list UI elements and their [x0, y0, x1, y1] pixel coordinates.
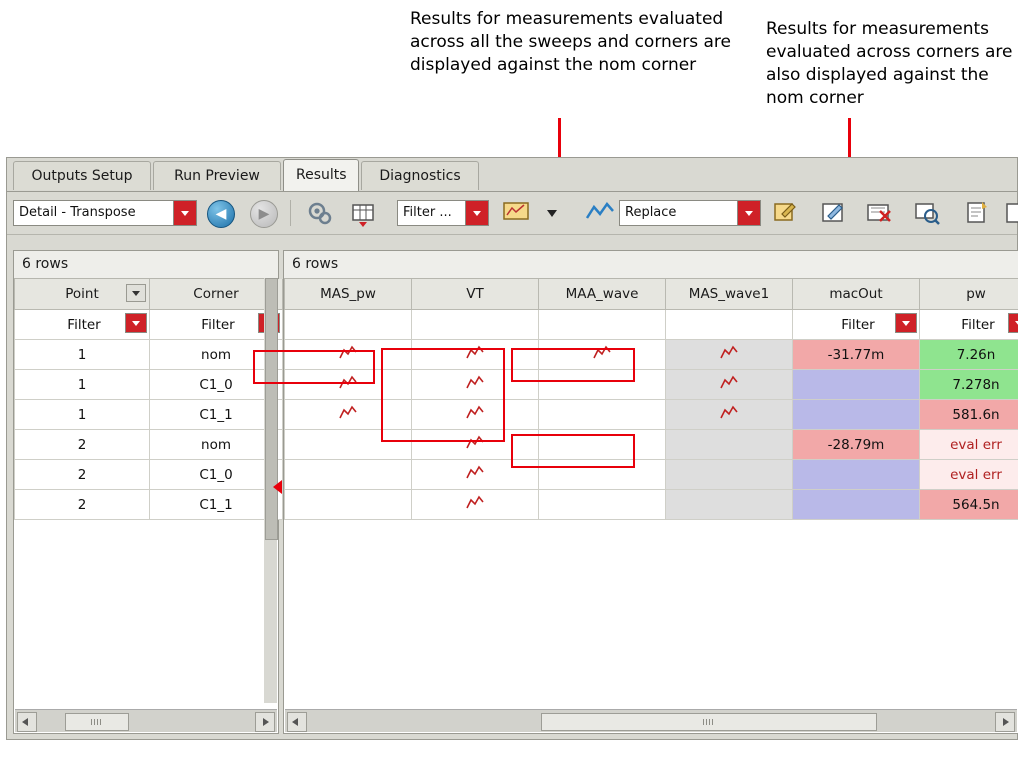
plot-window-icon[interactable]: [502, 200, 530, 228]
wave-icon[interactable]: [466, 375, 484, 390]
cell-point[interactable]: 2: [15, 490, 150, 520]
table-row[interactable]: [285, 400, 1018, 430]
cell-corner[interactable]: nom: [150, 430, 283, 460]
annotation-top-right: Results for measurements evaluated across corners are also displayed against the nom corner: [766, 19, 1013, 108]
plot-mode-combo[interactable]: [619, 200, 761, 226]
right-results-table: [284, 279, 1018, 520]
annotation-top-left: Results for measurements evaluated across all the sweeps and corners are displayed against the nom corner: [410, 9, 731, 75]
cell-corner[interactable]: C1_0: [150, 460, 283, 490]
table-row[interactable]: [285, 340, 1018, 370]
cell-mas-wave1[interactable]: [666, 370, 793, 400]
table-row[interactable]: [15, 490, 283, 520]
chevron-down-icon[interactable]: [125, 313, 147, 333]
wave-icon[interactable]: [339, 345, 357, 360]
chevron-down-icon[interactable]: [465, 201, 488, 225]
tab-results[interactable]: Results: [283, 159, 359, 191]
cell-pw[interactable]: eval err: [920, 460, 1018, 490]
table-row[interactable]: [285, 370, 1018, 400]
table-header-row: [285, 279, 1018, 310]
cell-mas-wave1[interactable]: [666, 400, 793, 430]
left-horizontal-scrollbar[interactable]: [15, 709, 277, 732]
tab-run-preview[interactable]: Run Preview: [153, 161, 281, 190]
table-row[interactable]: [15, 370, 283, 400]
cell-mas-pw[interactable]: [285, 400, 412, 430]
row-selection-marker: [273, 480, 282, 494]
cell-point[interactable]: 1: [15, 400, 150, 430]
plot-mode-value: Replace: [625, 205, 677, 220]
cell-vt[interactable]: [412, 340, 539, 370]
cell-pw[interactable]: 581.6n: [920, 400, 1018, 430]
view-mode-combo[interactable]: [13, 200, 197, 226]
tab-diagnostics[interactable]: Diagnostics: [361, 161, 479, 190]
table-row[interactable]: [285, 460, 1018, 490]
more-tools-icon[interactable]: [1005, 199, 1018, 227]
chevron-down-icon[interactable]: [737, 201, 760, 225]
wave-icon[interactable]: [720, 375, 738, 390]
wave-icon[interactable]: [720, 345, 738, 360]
toolbar: [7, 192, 1017, 235]
table-row[interactable]: [15, 340, 283, 370]
column-header-point[interactable]: Point: [15, 279, 150, 310]
tab-outputs-setup[interactable]: Outputs Setup: [13, 161, 151, 190]
wave-icon[interactable]: [720, 405, 738, 420]
wave-icon[interactable]: [593, 345, 611, 360]
column-header-pw[interactable]: pw: [920, 279, 1018, 310]
cell-mas-wave1[interactable]: [666, 460, 793, 490]
filter-cell-vt[interactable]: [412, 310, 539, 340]
cell-corner[interactable]: C1_1: [150, 490, 283, 520]
cell-mas-pw[interactable]: [285, 430, 412, 460]
forward-arrow-icon[interactable]: ▶: [250, 200, 278, 228]
back-arrow-icon[interactable]: ◀: [207, 200, 235, 228]
filter-cell-pw[interactable]: Filter: [920, 310, 1018, 340]
edit-icon[interactable]: [819, 199, 847, 227]
column-header-mas-wave1[interactable]: MAS_wave1: [666, 279, 793, 310]
cell-maa-wave[interactable]: [539, 370, 666, 400]
chevron-down-icon[interactable]: [126, 284, 146, 302]
filter-cell-mas-wave1[interactable]: [666, 310, 793, 340]
wave-icon[interactable]: [466, 345, 484, 360]
chevron-down-icon[interactable]: [547, 210, 557, 217]
cell-corner[interactable]: C1_1: [150, 400, 283, 430]
wave-icon[interactable]: [466, 465, 484, 480]
cell-macout[interactable]: -31.77m: [793, 340, 920, 370]
chevron-down-icon[interactable]: [1008, 313, 1018, 333]
wave-plot-icon[interactable]: [585, 200, 613, 228]
cell-point[interactable]: 1: [15, 370, 150, 400]
cell-macout[interactable]: -28.79m: [793, 430, 920, 460]
cell-pw[interactable]: 564.5n: [920, 490, 1018, 520]
view-mode-value: Detail - Transpose: [19, 205, 136, 220]
cell-macout[interactable]: [793, 490, 920, 520]
cell-macout[interactable]: [793, 370, 920, 400]
filter-row: [15, 310, 283, 340]
cell-mas-pw[interactable]: [285, 370, 412, 400]
cell-maa-wave[interactable]: [539, 340, 666, 370]
left-results-pane: [13, 250, 279, 734]
cell-mas-pw[interactable]: [285, 490, 412, 520]
filter-cell-mas-pw[interactable]: [285, 310, 412, 340]
left-row-count: 6 rows: [14, 251, 278, 279]
wave-icon[interactable]: [339, 375, 357, 390]
wave-icon[interactable]: [466, 435, 484, 450]
filter-cell-point[interactable]: Filter: [15, 310, 150, 340]
cell-maa-wave[interactable]: [539, 430, 666, 460]
filter-combo[interactable]: [397, 200, 489, 226]
cell-maa-wave[interactable]: [539, 400, 666, 430]
cell-maa-wave[interactable]: [539, 490, 666, 520]
right-horizontal-scrollbar[interactable]: [285, 709, 1017, 732]
results-window: [6, 157, 1018, 740]
wave-icon[interactable]: [466, 405, 484, 420]
wave-icon[interactable]: [339, 405, 357, 420]
annotate-icon[interactable]: [771, 199, 799, 227]
left-results-table: [14, 279, 283, 520]
cell-macout[interactable]: [793, 400, 920, 430]
right-row-count: 6 rows: [284, 251, 1018, 279]
cell-pw[interactable]: 7.278n: [920, 370, 1018, 400]
column-header-vt[interactable]: VT: [412, 279, 539, 310]
column-header-mas-pw[interactable]: MAS_pw: [285, 279, 412, 310]
table-row[interactable]: [15, 460, 283, 490]
cell-point[interactable]: 1: [15, 340, 150, 370]
zoom-table-icon[interactable]: [913, 199, 941, 227]
cell-mas-pw[interactable]: [285, 340, 412, 370]
cell-mas-wave1[interactable]: [666, 430, 793, 460]
filter-cell-corner[interactable]: Filter: [150, 310, 283, 340]
table-icon[interactable]: [349, 199, 377, 227]
chevron-down-icon[interactable]: [895, 313, 917, 333]
cell-mas-pw[interactable]: [285, 460, 412, 490]
cell-point[interactable]: 2: [15, 430, 150, 460]
cell-pw[interactable]: eval err: [920, 430, 1018, 460]
column-header-macout[interactable]: macOut: [793, 279, 920, 310]
right-results-pane: [283, 250, 1018, 734]
export-icon[interactable]: [963, 199, 991, 227]
chevron-down-icon[interactable]: [173, 201, 196, 225]
cell-maa-wave[interactable]: [539, 460, 666, 490]
cell-vt[interactable]: [412, 430, 539, 460]
cell-corner[interactable]: nom: [150, 340, 283, 370]
cell-point[interactable]: 2: [15, 460, 150, 490]
settings-gear-icon[interactable]: [305, 199, 333, 227]
delete-marks-icon[interactable]: [865, 199, 893, 227]
cell-mas-wave1[interactable]: [666, 490, 793, 520]
table-row[interactable]: [285, 430, 1018, 460]
filter-cell-maa-wave[interactable]: [539, 310, 666, 340]
cell-vt[interactable]: [412, 400, 539, 430]
table-row[interactable]: [15, 400, 283, 430]
cell-vt[interactable]: [412, 370, 539, 400]
cell-vt[interactable]: [412, 460, 539, 490]
cell-corner[interactable]: C1_0: [150, 370, 283, 400]
filter-placeholder: Filter ...: [403, 205, 452, 220]
table-row[interactable]: [285, 490, 1018, 520]
table-row[interactable]: [15, 430, 283, 460]
cell-vt[interactable]: [412, 490, 539, 520]
filter-row: [285, 310, 1018, 340]
cell-mas-wave1[interactable]: [666, 340, 793, 370]
filter-cell-macout[interactable]: Filter: [793, 310, 920, 340]
wave-icon[interactable]: [466, 495, 484, 510]
table-header-row: [15, 279, 283, 310]
cell-pw[interactable]: 7.26n: [920, 340, 1018, 370]
tab-bar: [7, 158, 1017, 192]
column-header-corner[interactable]: Corner: [150, 279, 283, 310]
column-header-maa-wave[interactable]: MAA_wave: [539, 279, 666, 310]
cell-macout[interactable]: [793, 460, 920, 490]
